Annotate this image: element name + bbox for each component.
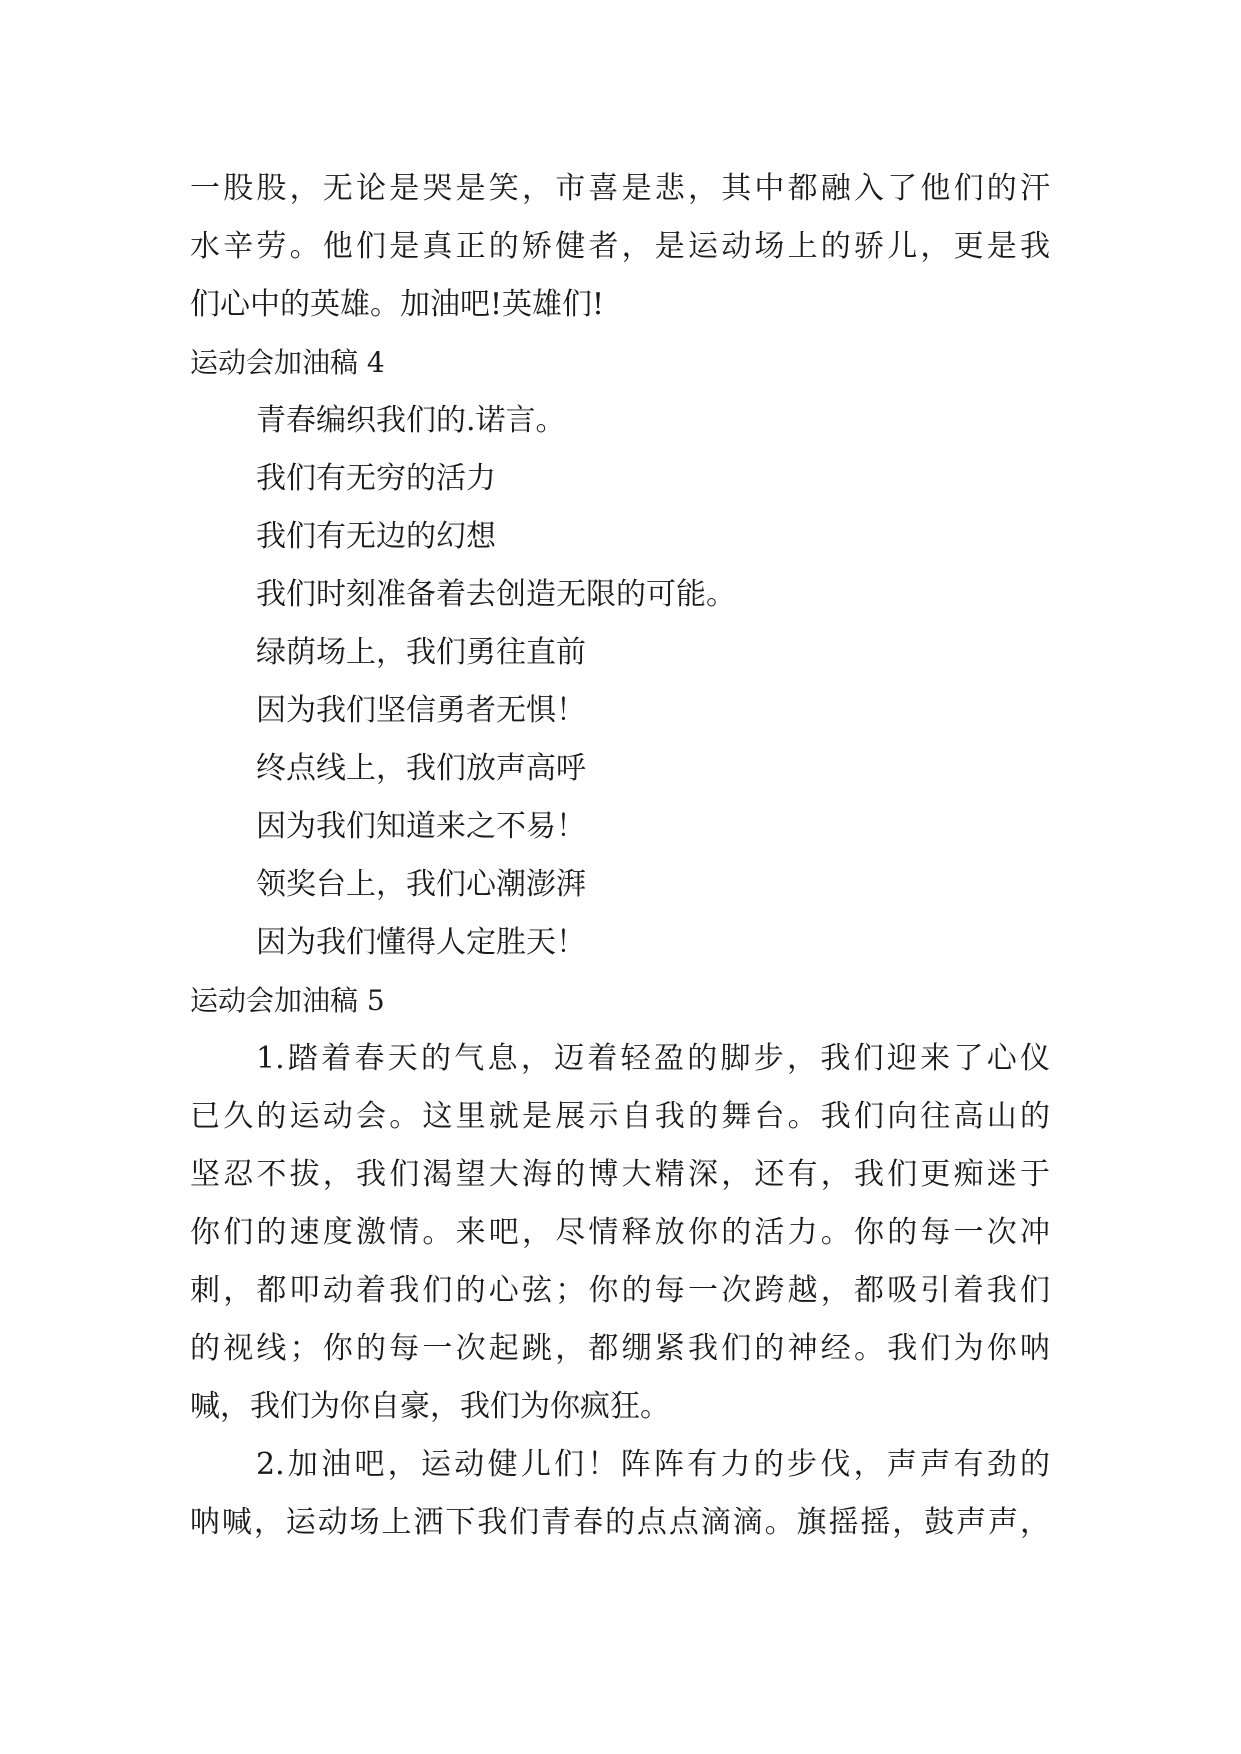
paragraph-line: 喊，我们为你自豪，我们为你疯狂。 (190, 1389, 670, 1424)
poem-line: 因为我们坚信勇者无惧！ (256, 693, 586, 728)
poem-line: 终点线上，我们放声高呼 (256, 751, 586, 786)
poem-line: 我们有无边的幻想 (256, 519, 496, 554)
document-body (190, 160, 1050, 1552)
poem-line: 因为我们懂得人定胜天！ (256, 925, 586, 960)
paragraph-line: 你们的速度激情。来吧，尽情释放你的活力。你的每一次冲 (190, 1215, 1050, 1250)
poem-line: 因为我们知道来之不易！ (256, 809, 586, 844)
poem-line: 我们有无穷的活力 (256, 461, 496, 496)
paragraph-line: 坚忍不拔，我们渴望大海的博大精深，还有，我们更痴迷于 (190, 1157, 1050, 1192)
poem-line: 绿荫场上，我们勇往直前 (256, 635, 586, 670)
section-heading-5: 运动会加油稿 5 (190, 984, 385, 1017)
paragraph-line: 们心中的英雄。加油吧!英雄们! (190, 287, 605, 322)
paragraph-line: 呐喊，运动场上洒下我们青春的点点滴滴。旗摇摇，鼓声声， (190, 1505, 1050, 1540)
paragraph-line: 1.踏着春天的气息，迈着轻盈的脚步，我们迎来了心仪 (256, 1041, 1050, 1076)
paragraph-line: 水辛劳。他们是真正的矫健者，是运动场上的骄儿，更是我 (190, 229, 1050, 264)
paragraph-line: 已久的运动会。这里就是展示自我的舞台。我们向往高山的 (190, 1099, 1050, 1134)
poem-line: 领奖台上，我们心潮澎湃 (256, 867, 586, 902)
poem-line: 青春编织我们的.诺言。 (256, 403, 566, 438)
paragraph-line: 2.加油吧，运动健儿们！阵阵有力的步伐，声声有劲的 (256, 1447, 1050, 1482)
section-heading-4: 运动会加油稿 4 (190, 346, 385, 379)
paragraph-line: 的视线；你的每一次起跳，都绷紧我们的神经。我们为你呐 (190, 1331, 1050, 1366)
poem-line: 我们时刻准备着去创造无限的可能。 (256, 577, 736, 612)
paragraph-line: 刺，都叩动着我们的心弦；你的每一次跨越，都吸引着我们 (190, 1273, 1050, 1308)
paragraph-line: 一股股，无论是哭是笑，市喜是悲，其中都融入了他们的汗 (190, 171, 1050, 206)
